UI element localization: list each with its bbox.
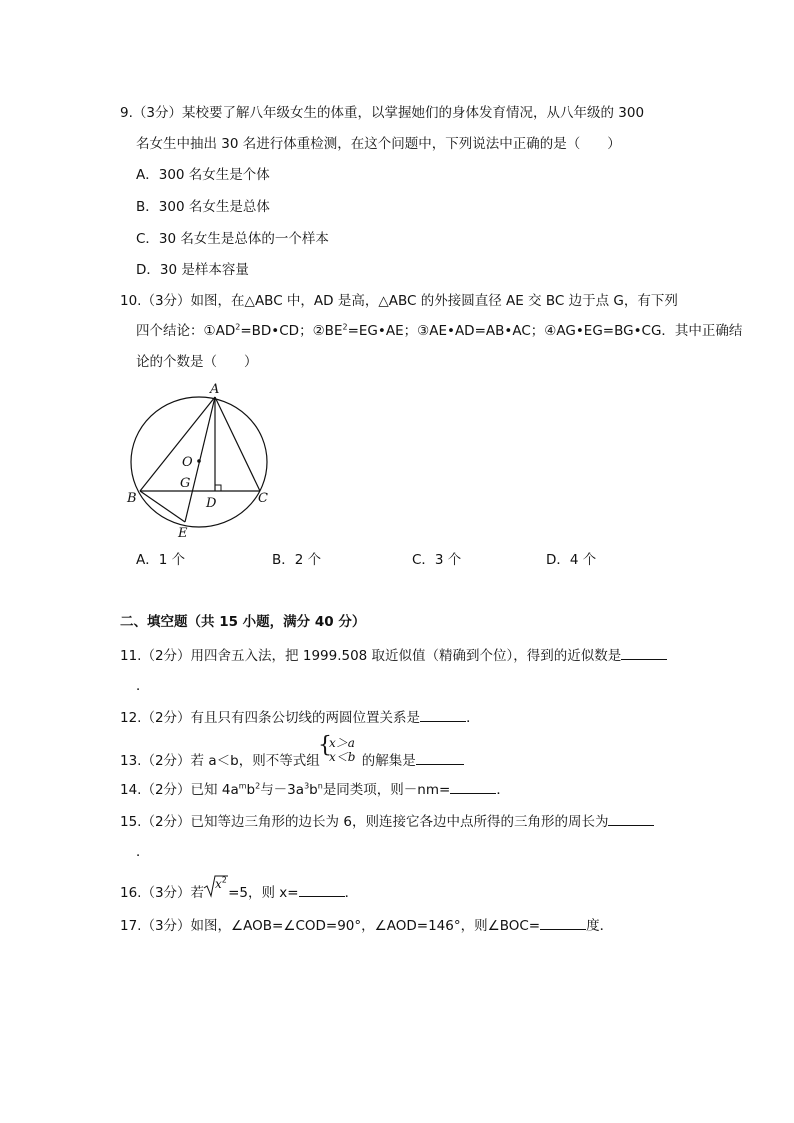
section-title: 二、填空题（共 15 小题，满分 40 分） — [120, 614, 366, 630]
label-A: A — [210, 382, 220, 397]
q13-system-row2: x＜b — [329, 750, 356, 764]
q17-answer-blank[interactable] — [540, 915, 586, 930]
q13-system-row1: x＞a — [329, 736, 355, 750]
q10-line2: 四个结论：$①AD^2=BD•CD$；$②BE^2=EG•AE$；③AE•AD=AB•AC；④AG•EG=BG•CG．其中正确结 — [136, 322, 743, 339]
q14-line: 14.（2分）已知 $4a^mb^2$与$-3a^3b^n$是同类项，则－nm= ． — [120, 779, 510, 799]
q13-answer-blank[interactable] — [416, 750, 464, 765]
label-O: O — [182, 455, 193, 470]
q15-line1: 15.（2分）已知等边三角形的边长为 6，则连接它各边中点所得的三角形的周长为 — [120, 811, 654, 831]
label-G: G — [180, 476, 191, 491]
q10-line1: 10.（3分）如图，在△ABC 中，AD 是高，△ABC 的外接圆直径 AE 交 BC 边于点 G，有下列 — [120, 293, 678, 309]
center-point — [197, 459, 201, 463]
label-E: E — [178, 526, 188, 541]
label-D: D — [206, 496, 217, 511]
q11-line2: ． — [136, 678, 150, 694]
q10-figure — [122, 380, 282, 542]
q12-answer-blank[interactable] — [420, 707, 466, 722]
q14-answer-blank[interactable] — [450, 779, 496, 794]
q16-radicand: $x^2$ — [215, 875, 227, 891]
q11-answer-blank[interactable] — [621, 645, 667, 660]
q10-line3: 论的个数是（ ） — [136, 354, 258, 370]
q16-line: 16.（3分）若 =5，则 x= ． — [120, 882, 358, 902]
q16-answer-blank[interactable] — [299, 882, 345, 897]
q9-option-c: C．30 名女生是总体的一个样本 — [136, 231, 329, 247]
q15-answer-blank[interactable] — [608, 811, 654, 826]
q10-option-a: A．1 个 — [136, 552, 186, 568]
q13-line: 13.（2分）若 a＜b，则不等式组 的解集是 — [120, 750, 464, 770]
q15-line2: ． — [136, 844, 150, 860]
q10-option-c: C．3 个 — [412, 552, 462, 568]
q9-line1: 9.（3分）某校要了解八年级女生的体重，以掌握她们的身体发育情况，从八年级的 300 — [120, 105, 645, 121]
segment-AC — [215, 397, 260, 491]
q9-option-b: B．300 名女生是总体 — [136, 199, 270, 215]
q9-line2: 名女生中抽出 30 名进行体重检测，在这个问题中，下列说法中正确的是（ ） — [136, 136, 621, 152]
q10-option-d: D．4 个 — [546, 552, 597, 568]
label-B: B — [127, 491, 137, 506]
q13-system-brace: { — [318, 733, 332, 758]
label-C: C — [258, 491, 268, 506]
q9-option-d: D．30 是样本容量 — [136, 262, 249, 278]
q12-line: 12.（2分）有且只有四条公切线的两圆位置关系是 ． — [120, 707, 480, 727]
q11-line1: 11.（2分）用四舍五入法，把 1999.508 取近似值（精确到个位），得到的近似数是 — [120, 645, 667, 665]
q10-option-b: B．2 个 — [272, 552, 322, 568]
q17-line: 17.（3分）如图，∠AOB=∠COD=90°，∠AOD=146°，则∠BOC= 度． — [120, 915, 613, 935]
q9-option-a: A．300 名女生是个体 — [136, 167, 270, 183]
right-angle-mark — [215, 485, 221, 491]
